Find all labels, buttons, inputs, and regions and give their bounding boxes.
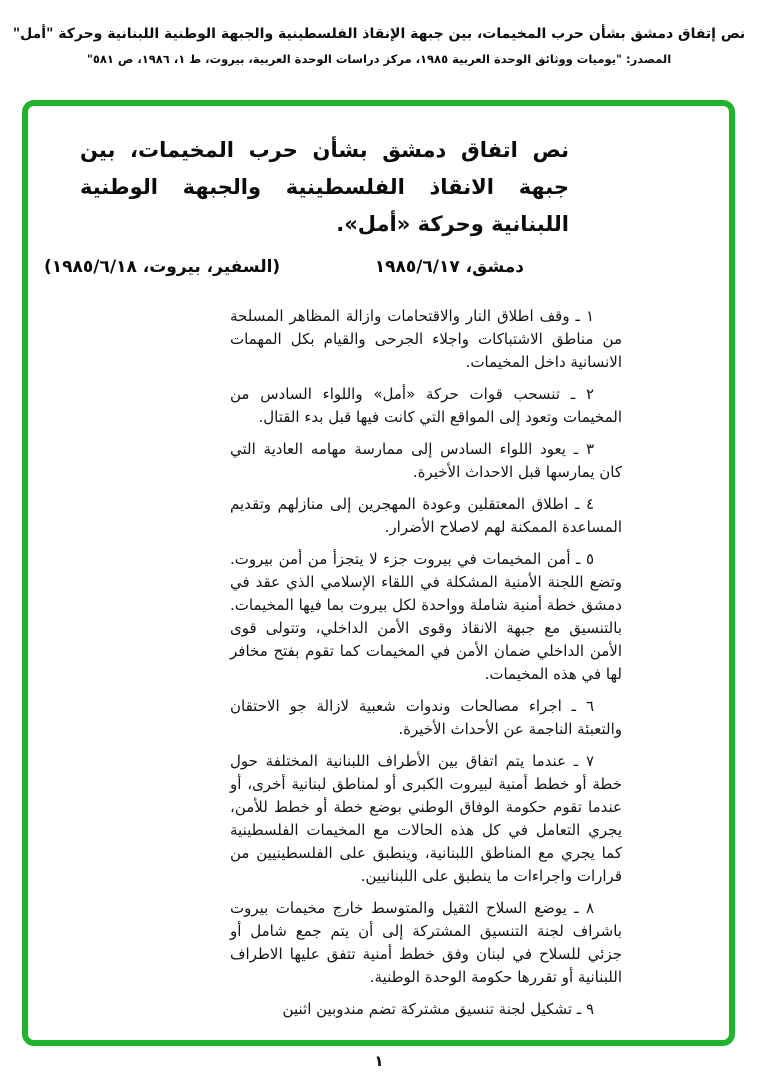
document-body (230, 305, 622, 1021)
agreement-item: ١ ـ وقف اطلاق النار والاقتحامات وازالة المظاهر المسلحة من مناطق الاشتباكات واجلاء الجرحى والقيام بكل المهمات الانسانية داخل المخيمات. (230, 307, 622, 371)
dateline-place-date: دمشق، ١٩٨٥/٦/١٧ (374, 257, 524, 277)
document-title: نص اتفاق دمشق بشأن حرب المخيمات، بين جبهة الانقاذ الفلسطينية والجبهة الوطنية اللبنانية وحركة «أمل». (80, 138, 569, 236)
agreement-item: ٢ ـ تنسحب قوات حركة «أمل» واللواء السادس من المخيمات وتعود إلى المواقع التي كانت فيها قبل بدء القتال. (230, 385, 622, 426)
agreement-item: ٤ ـ اطلاق المعتقلين وعودة المهجرين إلى منازلهم وتقديم المساعدة الممكنة لهم لاصلاح الأضرار. (230, 495, 622, 536)
header-citation-line: نص إتفاق دمشق بشأن حرب المخيمات، بين جبهة الإنقاذ الفلسطينية والجبهة الوطنية اللبنانية وحركة "أمل" (12, 26, 746, 42)
agreement-item: ٦ ـ اجراء مصالحات وندوات شعبية لازالة جو الاحتقان والتعبئة الناجمة عن الأحداث الأخيرة. (230, 697, 622, 738)
header-citation (0, 24, 758, 67)
agreement-item: ٩ ـ تشكيل لجنة تنسيق مشتركة تضم مندوبين اثنين (282, 1000, 594, 1018)
green-document-frame (22, 100, 735, 1046)
dateline-source: (السفير، بيروت، ١٩٨٥/٦/١٨) (44, 257, 281, 277)
page-number: ١ (374, 1052, 384, 1070)
agreement-item: ٣ ـ يعود اللواء السادس إلى ممارسة مهامه العادية التي كان يمارسها قبل الاحداث الأخيرة. (230, 440, 622, 481)
header-source-line: المصدر: "يوميات ووثائق الوحدة العربية ١٩٨٥، مركز دراسات الوحدة العربية، بيروت، ط ١، ١٩٨٦، ص ٥٨١" (86, 52, 672, 66)
agreement-item: ٥ ـ أمن المخيمات في بيروت جزء لا يتجزأ من أمن بيروت. وتضع اللجنة الأمنية المشكلة في اللقاء الإسلامي الذي عقد في دمشق خطة أمنية شاملة وواحدة لكل بيروت بما فيها المخيمات. بالتنسيق مع جبهة الانقاذ وقوى الأمن الداخلي، وتتولى قوى الأمن الداخلي ضمان الأمن في المخيمات كما تقوم بفتح مخافر لها في هذه المخيمات. (230, 550, 622, 683)
agreement-item: ٧ ـ عندما يتم اتفاق بين الأطراف اللبنانية المختلفة حول خطة أو خطط أمنية لبيروت الكبرى أو لمناطق لبنانية أخرى، أو عندما تقوم حكومة الوفاق الوطني بوضع خطة أو خطط للأمن، يجري التعامل في كل هذه الحالات مع المخيمات الفلسطينية كما يجري مع المناطق اللبنانية، وينطبق على الفلسطينيين من قرارات واجراءات ما ينطبق على اللبنانيين. (230, 752, 622, 885)
dateline (44, 255, 524, 279)
agreement-item: ٨ ـ يوضع السلاح الثقيل والمتوسط خارج مخيمات بيروت باشراف لجنة التنسيق المشتركة إلى أن يتم جمع شامل أو جزئي للسلاح في لبنان وفق خطط أمنية تتفق عليها الاطراف اللبنانية أو تقررها حكومة الوحدة الوطنية. (230, 899, 622, 986)
